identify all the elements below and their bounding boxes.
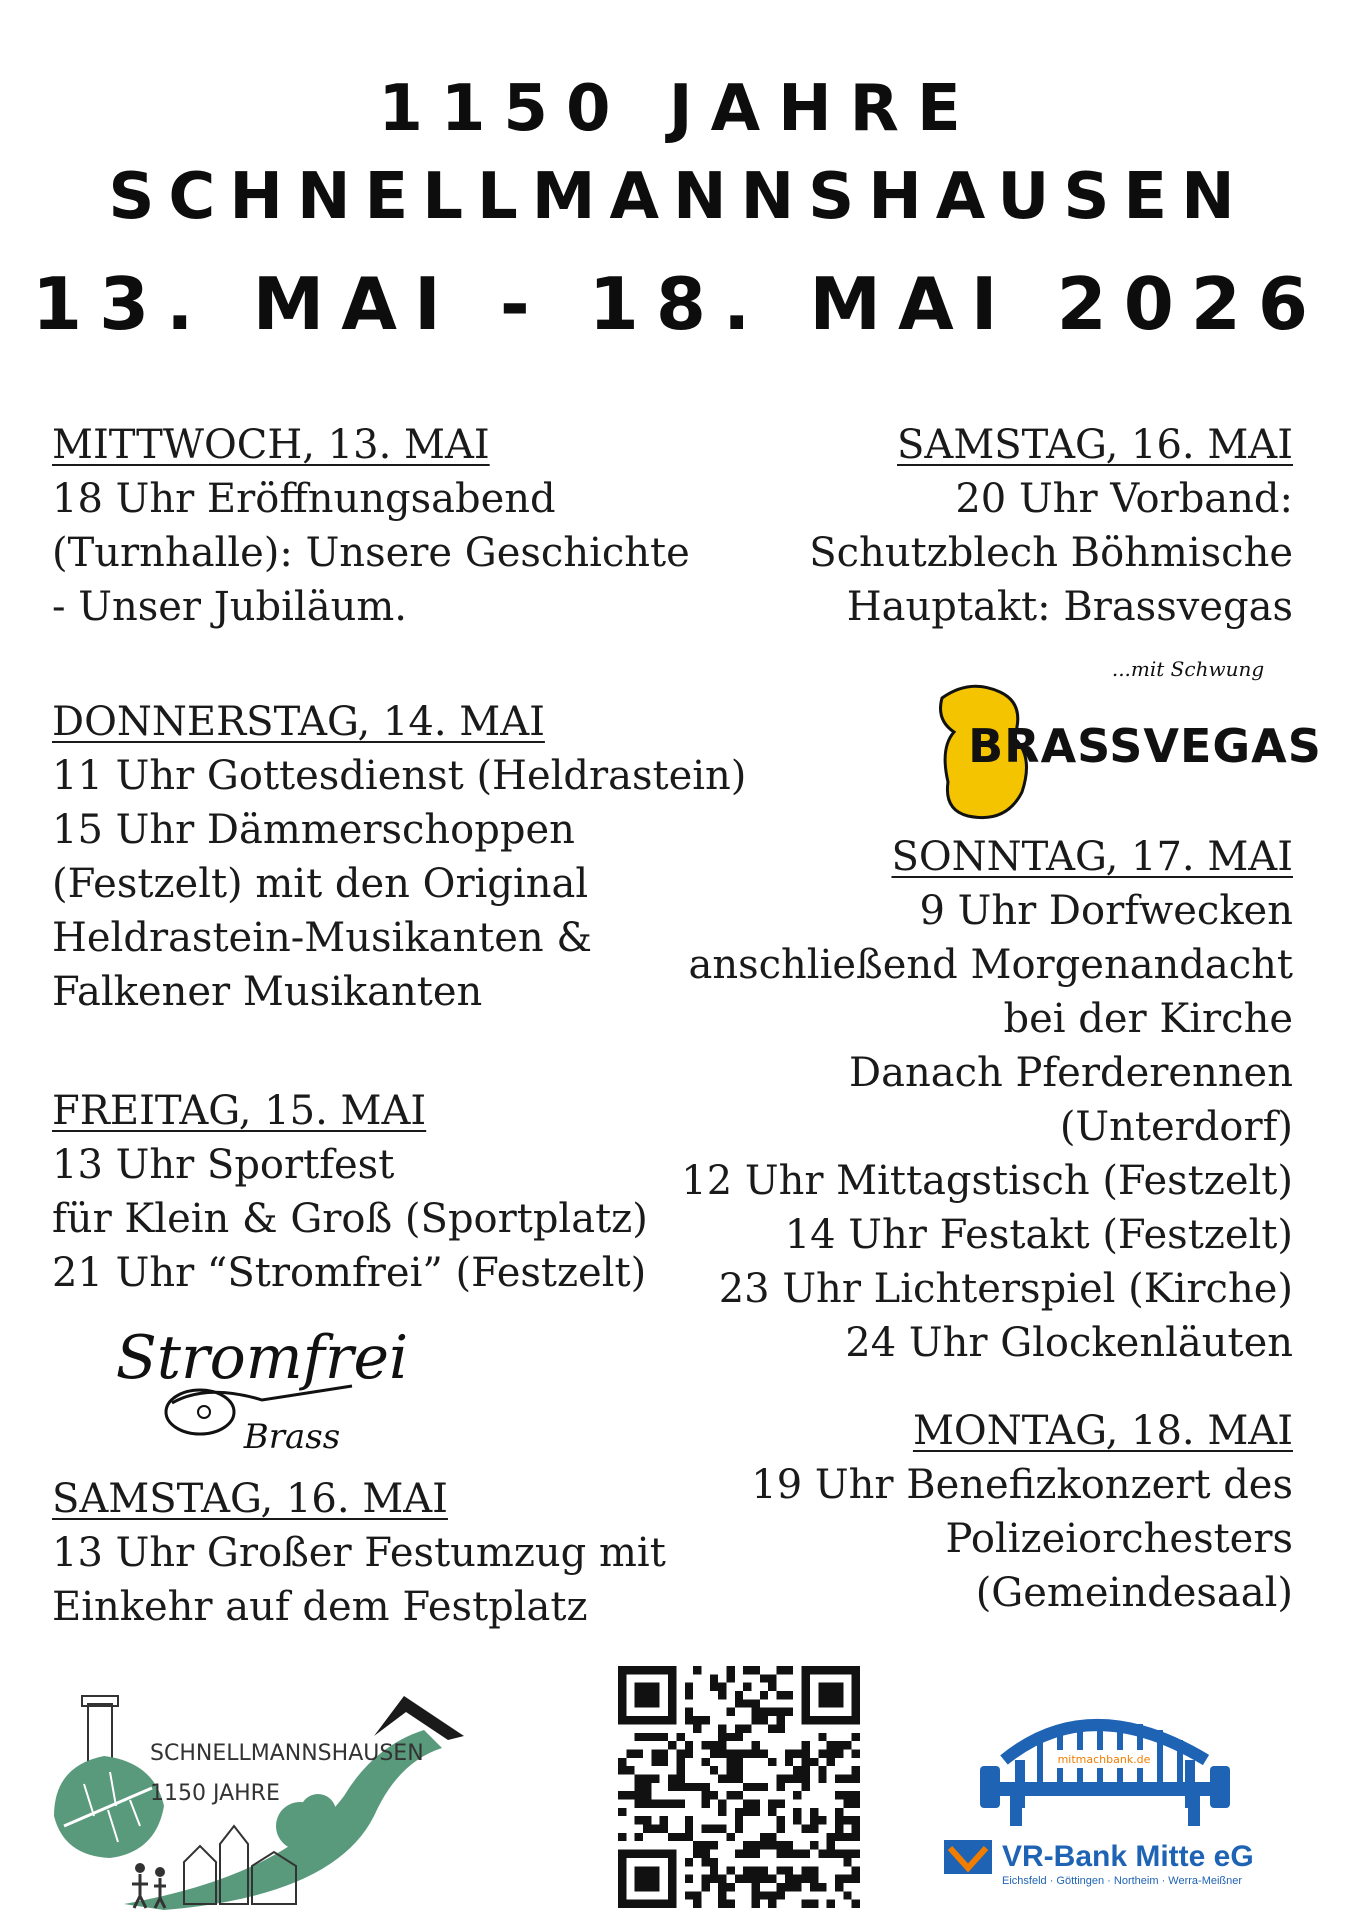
event-line: (Unterdorf)	[1059, 1104, 1293, 1150]
event-line: (Gemeindesaal)	[975, 1570, 1293, 1616]
event-line: 11 Uhr Gottesdienst (Heldrastein)	[52, 753, 747, 799]
event-line: für Klein & Groß (Sportplatz)	[52, 1196, 648, 1242]
event-line: 14 Uhr Festakt (Festzelt)	[784, 1212, 1293, 1258]
event-line: 24 Uhr Glockenläuten	[845, 1320, 1293, 1366]
event-line: Heldrastein-Musikanten &	[52, 915, 592, 961]
event-line: (Turnhalle): Unsere Geschichte	[52, 530, 690, 576]
page-title-line-2: SCHNELLMANNSHAUSEN	[108, 160, 1249, 234]
event-line: 21 Uhr “Stromfrei” (Festzelt)	[52, 1250, 647, 1296]
event-line: 19 Uhr Benefizkonzert des	[751, 1462, 1293, 1508]
day-heading: SAMSTAG, 16. MAI	[897, 422, 1293, 468]
day-heading: SONNTAG, 17. MAI	[891, 834, 1293, 880]
schedule-saturday-right	[809, 418, 1293, 634]
qr-code[interactable]	[618, 1666, 860, 1908]
event-line: 12 Uhr Mittagstisch (Festzelt)	[681, 1158, 1293, 1204]
event-line: 9 Uhr Dorfwecken	[919, 888, 1293, 934]
day-heading: SAMSTAG, 16. MAI	[52, 1476, 448, 1522]
page-date-range: 13. MAI - 18. MAI 2026	[31, 262, 1326, 346]
bank-name: VR-Bank Mitte eG	[1002, 1840, 1254, 1873]
day-heading: MITTWOCH, 13. MAI	[52, 422, 490, 468]
day-heading: MONTAG, 18. MAI	[912, 1408, 1293, 1454]
stromfrei-logo-word: Stromfrei	[115, 1323, 409, 1393]
event-line: 15 Uhr Dämmerschoppen	[52, 807, 575, 853]
tower-icon	[88, 1704, 112, 1764]
brassvegas-logo	[930, 652, 1322, 832]
schedule-sunday	[681, 830, 1293, 1370]
stromfrei-brass-logo	[112, 1308, 412, 1460]
schedule-wednesday	[52, 418, 690, 634]
event-line: (Festzelt) mit den Original	[52, 861, 589, 907]
bench-sign-text: mitmachbank.de	[1057, 1753, 1151, 1766]
event-line: anschließend Morgenandacht	[688, 942, 1293, 988]
brassvegas-wordmark: BRASSVEGAS	[968, 719, 1322, 773]
bank-region: Eichsfeld · Göttingen · Northeim · Werra-Meißner	[1002, 1875, 1243, 1887]
event-line: Falkener Musikanten	[52, 969, 483, 1015]
stromfrei-logo-sub: Brass	[243, 1417, 341, 1457]
village-logo-years: 1150 JAHRE	[150, 1781, 280, 1806]
schedule-friday	[52, 1084, 648, 1300]
event-line: Einkehr auf dem Festplatz	[52, 1584, 588, 1630]
vr-bank-logo	[940, 1690, 1300, 1890]
event-line: 13 Uhr Großer Festumzug mit	[52, 1530, 666, 1576]
day-heading: DONNERSTAG, 14. MAI	[52, 699, 545, 745]
village-logo-name: SCHNELLMANNSHAUSEN	[150, 1741, 424, 1766]
event-line: Hauptakt: Brassvegas	[846, 584, 1293, 630]
village-anniversary-logo	[44, 1676, 484, 1912]
event-line: 20 Uhr Vorband:	[955, 476, 1293, 522]
schedule-saturday-left	[52, 1472, 666, 1634]
event-line: 23 Uhr Lichterspiel (Kirche)	[718, 1266, 1293, 1312]
brassvegas-tagline: ...mit Schwung	[1111, 657, 1265, 681]
event-line: - Unser Jubiläum.	[52, 584, 407, 630]
event-line: Danach Pferderennen	[849, 1050, 1293, 1096]
day-heading: FREITAG, 15. MAI	[52, 1088, 427, 1134]
schedule-monday	[751, 1404, 1293, 1620]
event-line: Polizeiorchesters	[945, 1516, 1293, 1562]
event-line: bei der Kirche	[1003, 996, 1293, 1042]
event-line: 18 Uhr Eröffnungsabend	[52, 476, 556, 522]
event-line: 13 Uhr Sportfest	[52, 1142, 395, 1188]
page-title-line-1: 1150 JAHRE	[378, 72, 979, 146]
schedule-thursday	[52, 695, 746, 1019]
event-line: Schutzblech Böhmische	[809, 530, 1293, 576]
